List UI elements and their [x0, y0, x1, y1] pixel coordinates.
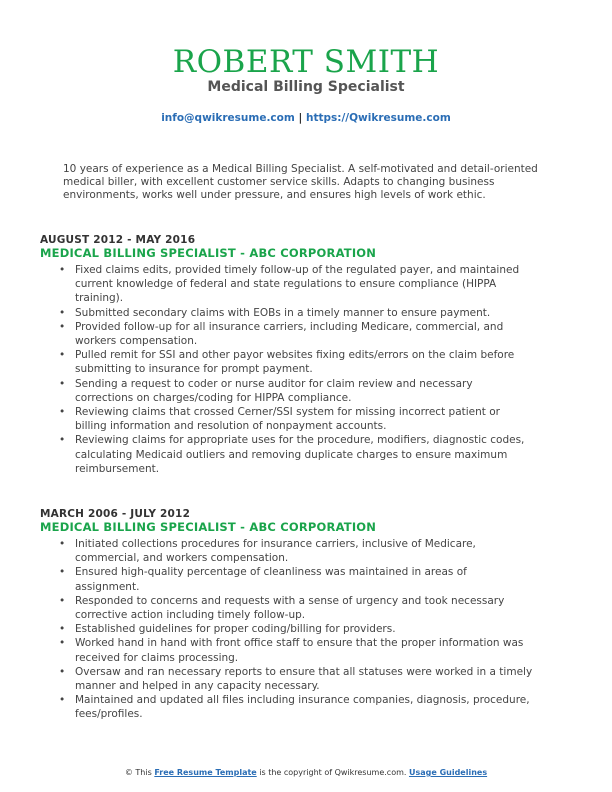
job-bullet: • Maintained and updated all files including insurance companies, diagnosis, procedure, fees/profiles.	[58, 693, 533, 721]
job-bullet: • Submitted secondary claims with EOBs in a timely manner to ensure payment.	[58, 306, 533, 320]
job-bullet: • Fixed claims edits, provided timely follow-up of the regulated payer, and maintained current knowledge of federal and state regulations to ensure compliance (HIPPA training).	[58, 263, 533, 306]
usage-guidelines-link[interactable]: Usage Guidelines	[408, 768, 488, 777]
job-dates: AUGUST 2012 - MAY 2016	[40, 234, 196, 246]
contact-separator: |	[298, 112, 303, 124]
job-bullet: • Reviewing claims for appropriate uses for the procedure, modifiers, diagnostic codes, calculating Medicaid outliers and removing duplicate charges to ensure maximum reimbursement.	[58, 433, 533, 476]
job-bullet: • Oversaw and ran necessary reports to ensure that all statuses were worked in a timely manner and helped in any capacity necessary.	[58, 665, 533, 693]
job-role: MEDICAL BILLING SPECIALIST - ABC CORPORATION	[40, 520, 377, 534]
copyright-footer	[0, 768, 612, 777]
footer-middle: is the copyright of Qwikresume.com.	[259, 768, 407, 777]
summary-paragraph: 10 years of experience as a Medical Billing Specialist. A self-motivated and detail-oriented medical biller, with excellent customer service skills. Adapts to changing business environments, works well under pressure, and ensures high levels of work ethic.	[63, 163, 538, 202]
job-bullet: • Reviewing claims that crossed Cerner/SSI system for missing incorrect patient or billing information and resolution of nonpayment accounts.	[58, 405, 533, 433]
job-role: MEDICAL BILLING SPECIALIST - ABC CORPORATION	[40, 246, 377, 260]
website-link[interactable]: https://Qwikresume.com	[305, 112, 451, 124]
job-bullet: • Worked hand in hand with front office staff to ensure that the proper information was received for claims processing.	[58, 636, 533, 664]
job-bullet-list	[58, 537, 533, 722]
candidate-name: ROBERT SMITH	[172, 44, 440, 80]
contact-line	[0, 112, 612, 124]
job-bullet: • Responded to concerns and requests with a sense of urgency and took necessary corrective action including timely follow-up.	[58, 594, 533, 622]
free-resume-template-link[interactable]: Free Resume Template	[154, 768, 257, 777]
job-bullet: • Sending a request to coder or nurse auditor for claim review and necessary corrections on charges/coding for HIPPA compliance.	[58, 377, 533, 405]
job-bullet: • Established guidelines for proper coding/billing for providers.	[58, 622, 533, 636]
job-bullet: • Initiated collections procedures for insurance carriers, inclusive of Medicare, commercial, and workers compensation.	[58, 537, 533, 565]
email-link[interactable]: info@qwikresume.com	[161, 112, 295, 124]
job-dates: MARCH 2006 - JULY 2012	[40, 508, 191, 520]
job-bullet: • Pulled remit for SSI and other payor websites fixing edits/errors on the claim before submitting to insurance for prompt payment.	[58, 348, 533, 376]
job-bullet-list	[58, 263, 533, 476]
job-bullet: • Ensured high-quality percentage of cleanliness was maintained in areas of assignment.	[58, 565, 533, 593]
candidate-title: Medical Billing Specialist	[207, 79, 405, 95]
job-bullet: • Provided follow-up for all insurance carriers, including Medicare, commercial, and workers compensation.	[58, 320, 533, 348]
footer-prefix: © This	[124, 768, 152, 777]
